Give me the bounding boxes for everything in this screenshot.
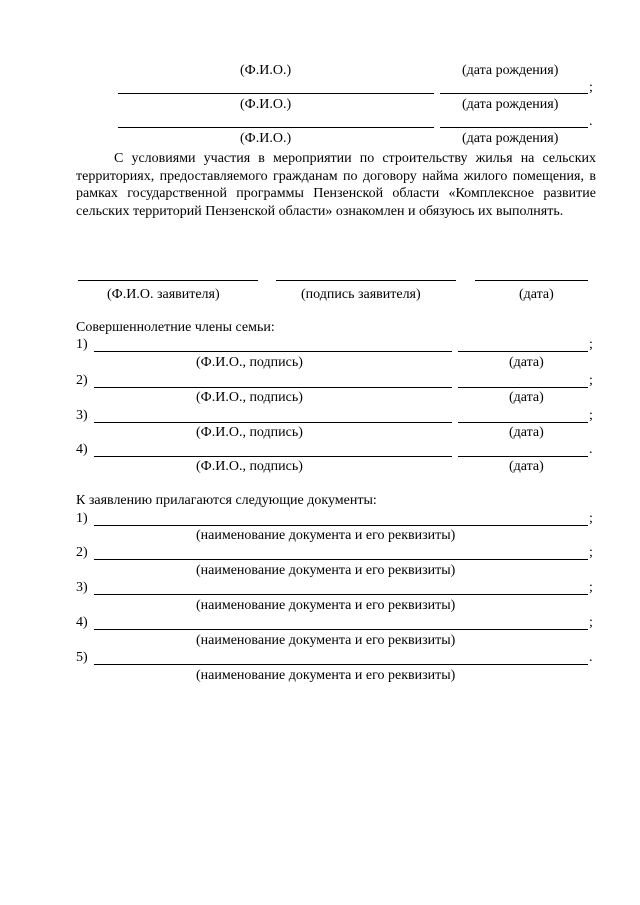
family-fio-label: (Ф.И.О., подпись) [196,390,303,405]
dob-input-line[interactable] [440,93,588,94]
family-fio-line[interactable] [94,422,452,423]
applicant-signature-label: (подпись заявителя) [301,287,421,302]
documents-heading: К заявлению прилагаются следующие документы: [76,493,377,508]
document-line[interactable] [94,594,588,595]
row-number: 4) [76,615,88,630]
row-number: 3) [76,580,88,595]
row-number: 2) [76,545,88,560]
document-label: (наименование документа и его реквизиты) [196,563,456,578]
line-end-mark: . [589,442,593,457]
family-fio-line[interactable] [94,351,452,352]
line-end-mark: . [589,650,593,665]
row-number: 2) [76,373,88,388]
dob-input-line[interactable] [440,127,588,128]
family-date-line[interactable] [458,387,588,388]
dob-label: (дата рождения) [462,97,559,112]
fio-input-line[interactable] [118,93,434,94]
family-fio-label: (Ф.И.О., подпись) [196,459,303,474]
family-fio-label: (Ф.И.О., подпись) [196,355,303,370]
family-heading: Совершеннолетние члены семьи: [76,320,275,335]
row-number: 1) [76,337,88,352]
line-end-mark: ; [589,615,593,630]
fio-input-line[interactable] [118,127,434,128]
line-end-mark: ; [589,80,593,95]
family-fio-line[interactable] [94,387,452,388]
family-date-line[interactable] [458,422,588,423]
applicant-date-line[interactable] [475,280,588,281]
family-date-line[interactable] [458,351,588,352]
family-fio-label: (Ф.И.О., подпись) [196,425,303,440]
document-line[interactable] [94,559,588,560]
document-line[interactable] [94,525,588,526]
line-end-mark: ; [589,408,593,423]
row-number: 5) [76,650,88,665]
row-number: 3) [76,408,88,423]
document-label: (наименование документа и его реквизиты) [196,598,456,613]
line-end-mark: ; [589,373,593,388]
dob-label: (дата рождения) [462,63,559,78]
family-date-label: (дата) [509,459,544,474]
applicant-date-label: (дата) [519,287,554,302]
family-date-label: (дата) [509,355,544,370]
fio-label: (Ф.И.О.) [240,97,292,112]
family-date-line[interactable] [458,456,588,457]
family-fio-line[interactable] [94,456,452,457]
dob-label: (дата рождения) [462,131,559,146]
consent-paragraph: С условиями участия в мероприятии по строительству жилья на сельских территориях, предоставляемого гражданам по договору найма жилого помещения, в рамках государственной программы Пензенской области «Комплексное развитие сельских территорий Пензенской области» ознакомлен и обязуюсь их выполнять. [76,151,596,219]
document-line[interactable] [94,664,588,665]
document-label: (наименование документа и его реквизиты) [196,633,456,648]
line-end-mark: ; [589,580,593,595]
row-number: 4) [76,442,88,457]
family-date-label: (дата) [509,390,544,405]
fio-label: (Ф.И.О.) [240,131,292,146]
family-date-label: (дата) [509,425,544,440]
line-end-mark: ; [589,511,593,526]
applicant-signature-line[interactable] [276,280,456,281]
applicant-fio-label: (Ф.И.О. заявителя) [107,287,220,302]
fio-label: (Ф.И.О.) [240,63,292,78]
line-end-mark: ; [589,545,593,560]
row-number: 1) [76,511,88,526]
document-line[interactable] [94,629,588,630]
line-end-mark: ; [589,337,593,352]
line-end-mark: . [589,114,593,129]
document-label: (наименование документа и его реквизиты) [196,668,456,683]
document-label: (наименование документа и его реквизиты) [196,528,456,543]
applicant-fio-line[interactable] [78,280,258,281]
